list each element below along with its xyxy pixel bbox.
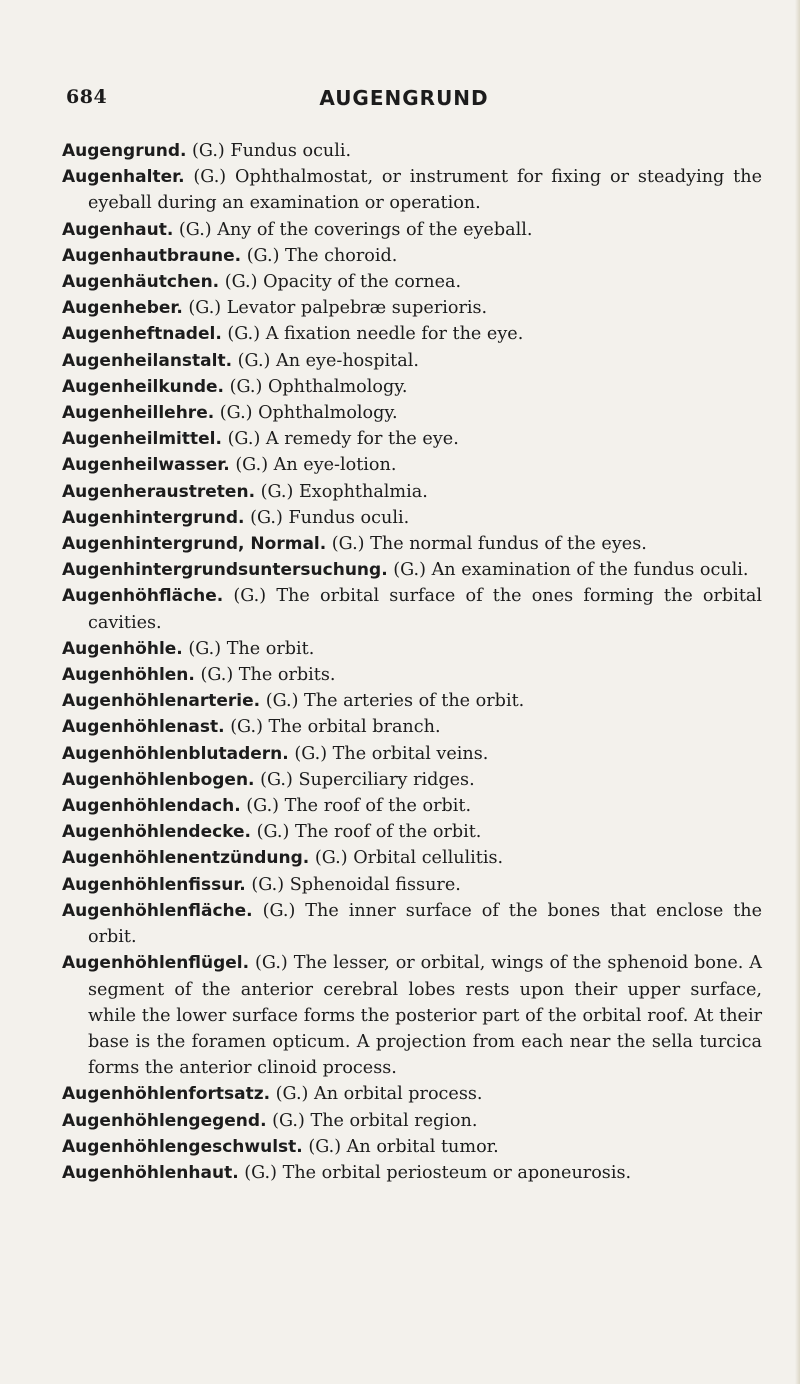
dictionary-entry — [62, 426, 762, 452]
dictionary-entry — [62, 688, 762, 714]
entry-headword: Augenhöhlenhaut. — [62, 1162, 239, 1183]
dictionary-entry — [62, 557, 762, 583]
entry-definition: (G.) Sphenoidal fissure. — [251, 874, 461, 895]
entry-headword: Augenhintergrund, Normal. — [62, 534, 327, 555]
entry-headword: Augenhalter. — [62, 167, 185, 188]
dictionary-entry — [62, 321, 762, 347]
entry-headword: Augenhöhlenblutadern. — [62, 743, 289, 764]
entry-headword: Augenhintergrund. — [62, 507, 245, 528]
entry-definition: (G.) The orbital branch. — [230, 717, 441, 738]
entry-definition: (G.) An examination of the fundus oculi. — [393, 560, 749, 581]
entry-definition: (G.) Ophthalmostat, or instrument for fixing or steadying the eyeball during an examination or operation. — [88, 167, 762, 214]
page-number: 684 — [66, 86, 108, 108]
entry-headword: Augenhöhlenast. — [62, 717, 225, 738]
entry-definition: (G.) The orbital veins. — [294, 743, 489, 764]
dictionary-entry — [62, 452, 762, 478]
entry-headword: Augenhöhlendach. — [62, 796, 241, 817]
dictionary-entry — [62, 295, 762, 321]
entry-headword: Augenheilmittel. — [62, 429, 222, 450]
dictionary-entry — [62, 138, 762, 164]
entry-headword: Augenhöhlenfläche. — [62, 900, 253, 921]
entry-definition: (G.) A remedy for the eye. — [227, 429, 459, 450]
entry-definition: (G.) An eye-hospital. — [237, 350, 419, 371]
dictionary-entry — [62, 1108, 762, 1134]
entry-headword: Augenhöhlenfortsatz. — [62, 1084, 271, 1105]
scan-edge-shadow — [795, 0, 800, 1384]
dictionary-entry — [62, 767, 762, 793]
dictionary-entry — [62, 872, 762, 898]
entry-definition: (G.) The orbit. — [188, 638, 315, 659]
entry-definition: (G.) The normal fundus of the eyes. — [331, 534, 647, 555]
dictionary-entry — [62, 348, 762, 374]
entry-headword: Augenhöhlengegend. — [62, 1110, 267, 1131]
entry-headword: Augenhöhlen. — [62, 665, 195, 686]
entry-headword: Augenhöhlenbogen. — [62, 769, 255, 790]
entry-definition: (G.) An orbital tumor. — [308, 1136, 499, 1157]
dictionary-entry — [62, 898, 762, 950]
entry-definition: (G.) The orbital region. — [272, 1110, 478, 1131]
entry-definition: (G.) The orbital periosteum or aponeurosis. — [244, 1162, 632, 1183]
entry-headword: Augenheber. — [62, 298, 183, 319]
dictionary-entry — [62, 1134, 762, 1160]
entry-headword: Augenheftnadel. — [62, 324, 222, 345]
dictionary-entry — [62, 583, 762, 635]
dictionary-entry — [62, 950, 762, 1081]
dictionary-entry — [62, 217, 762, 243]
entry-headword: Augenhöhlendecke. — [62, 822, 252, 843]
entry-list — [62, 138, 762, 1186]
entry-headword: Augenhöhlenfissur. — [62, 874, 246, 895]
running-header — [66, 86, 742, 116]
entry-headword: Augenheilanstalt. — [62, 350, 233, 371]
entry-definition: (G.) An orbital process. — [275, 1084, 483, 1105]
dictionary-entry — [62, 374, 762, 400]
entry-definition: (G.) The arteries of the orbit. — [265, 691, 525, 712]
entry-headword: Augengrund. — [62, 141, 187, 161]
entry-definition: (G.) The orbital surface of the ones forming the orbital cavities. — [88, 586, 763, 633]
entry-definition: (G.) Opacity of the cornea. — [224, 272, 462, 293]
entry-headword: Augenheilwasser. — [62, 455, 230, 476]
entry-headword: Augenhäutchen. — [62, 272, 220, 293]
entry-headword: Augenhöhfläche. — [62, 586, 224, 607]
dictionary-entry — [62, 269, 762, 295]
entry-headword: Augenhöhle. — [62, 638, 183, 659]
entry-definition: (G.) A fixation needle for the eye. — [227, 324, 524, 345]
entry-definition: (G.) Fundus oculi. — [192, 141, 352, 161]
entry-definition: (G.) The roof of the orbit. — [256, 822, 482, 843]
entry-definition: (G.) The inner surface of the bones that enclose the orbit. — [88, 900, 763, 948]
dictionary-entry — [62, 400, 762, 426]
dictionary-entry — [62, 819, 762, 845]
entry-definition: (G.) Superciliary ridges. — [260, 769, 475, 790]
entry-headword: Augenhaut. — [62, 219, 174, 240]
entry-definition: (G.) The orbits. — [200, 665, 336, 686]
entry-headword: Augenhöhlengeschwulst. — [62, 1136, 303, 1157]
dictionary-entry — [62, 243, 762, 269]
dictionary-entry — [62, 636, 762, 662]
entry-definition: (G.) An eye-lotion. — [235, 455, 397, 476]
entry-headword: Augenhöhlenflügel. — [62, 953, 250, 974]
dictionary-entry — [62, 845, 762, 871]
running-title: AUGENGRUND — [319, 86, 489, 110]
entry-definition: (G.) Exophthalmia. — [260, 481, 428, 502]
entry-headword: Augenhöhlenarterie. — [62, 691, 261, 712]
entry-definition: (G.) The lesser, or orbital, wings of the sphenoid bone. A segment of the anterior cerebral lobes rests upon their upper surface, while the lower surface forms the posterior part of the orbital roof. At their base is the foramen opticum. A projection from each near the sella turcica forms the anterior clinoid process. — [88, 953, 762, 1079]
dictionary-entry — [62, 741, 762, 767]
dictionary-entry — [62, 479, 762, 505]
entry-definition: (G.) Orbital cellulitis. — [314, 848, 504, 869]
dictionary-entry — [62, 505, 762, 531]
entry-definition: (G.) Fundus oculi. — [250, 507, 410, 528]
entry-headword: Augenheraustreten. — [62, 481, 256, 502]
dictionary-entry — [62, 793, 762, 819]
entry-headword: Augenhöhlenentzündung. — [62, 848, 310, 869]
entry-headword: Augenhintergrundsuntersuchung. — [62, 560, 388, 581]
entry-definition: (G.) Ophthalmology. — [229, 376, 408, 397]
entry-definition: (G.) Ophthalmology. — [219, 403, 398, 424]
dictionary-entry — [62, 1160, 762, 1186]
entry-definition: (G.) Levator palpebræ superioris. — [188, 298, 488, 319]
dictionary-entry — [62, 164, 762, 216]
entry-headword: Augenhautbraune. — [62, 245, 242, 266]
dictionary-entry — [62, 714, 762, 740]
dictionary-entry — [62, 531, 762, 557]
entry-definition: (G.) The choroid. — [246, 245, 398, 266]
dictionary-entry — [62, 1081, 762, 1107]
entry-headword: Augenheilkunde. — [62, 376, 225, 397]
entry-definition: (G.) Any of the coverings of the eyeball. — [178, 219, 533, 240]
dictionary-entry — [62, 662, 762, 688]
entry-headword: Augenheillehre. — [62, 403, 215, 424]
entry-definition: (G.) The roof of the orbit. — [246, 796, 472, 817]
